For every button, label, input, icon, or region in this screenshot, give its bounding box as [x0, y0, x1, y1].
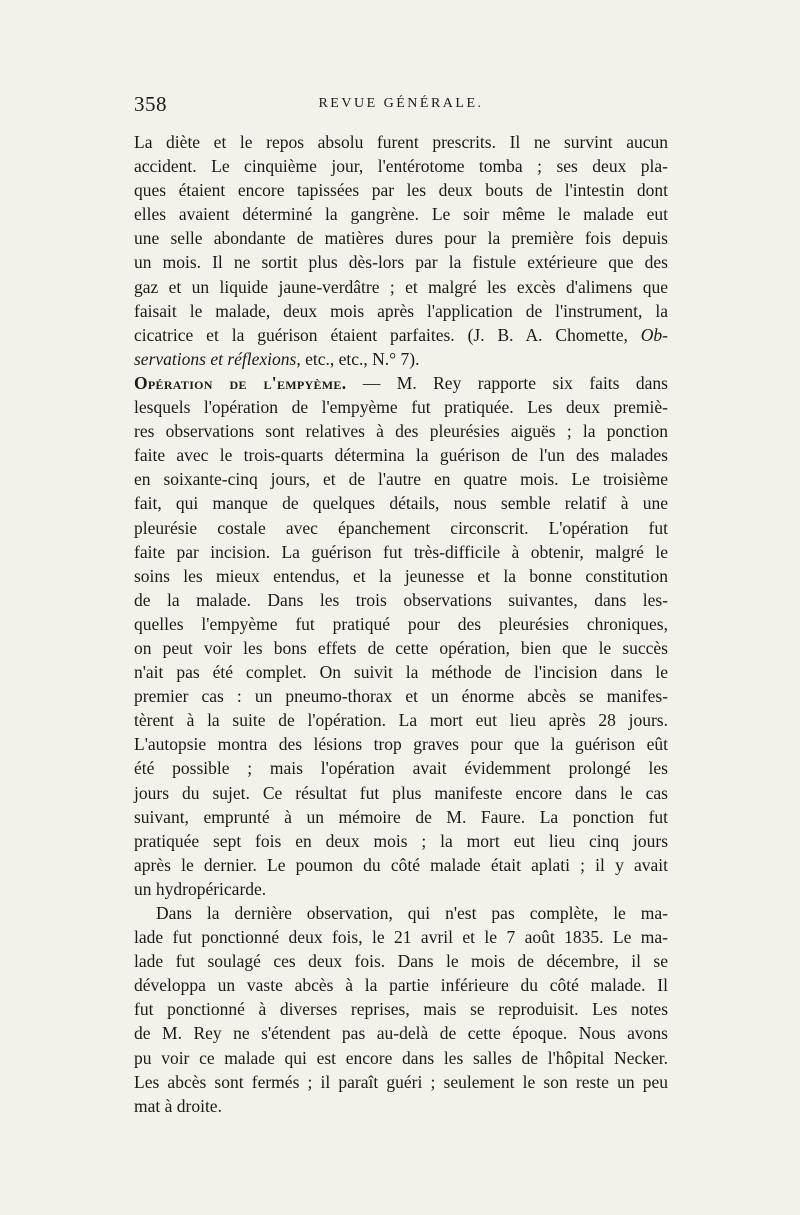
- line-text: suivant, emprunté à un mémoire de M. Faure. La ponction fut: [134, 806, 668, 827]
- line-text: lesquels l'opération de l'empyème fut pratiquée. Les deux premiè-: [134, 397, 668, 418]
- text-line: [134, 516, 668, 540]
- text-line: [134, 130, 668, 154]
- page-number: 358: [134, 92, 167, 116]
- line-text: gaz et un liquide jaune-verdâtre ; et malgré les excès d'alimens que: [134, 276, 668, 297]
- line-text: Les abcès sont fermés ; il paraît guéri ; seulement le son reste un peu: [134, 1071, 668, 1092]
- line-text: lade fut ponctionné deux fois, le 21 avril et le 7 août 1835. Le ma-: [134, 927, 668, 948]
- text-line: [134, 467, 668, 491]
- line-text: lade fut soulagé ces deux fois. Dans le mois de décembre, il se: [134, 951, 668, 972]
- text-line: [134, 732, 668, 756]
- text-line: [134, 323, 668, 347]
- line-text: res observations sont relatives à des pleurésies aiguës ; la ponction: [134, 421, 668, 442]
- text-line: [134, 226, 668, 250]
- text-line: [134, 1094, 668, 1118]
- article-text: [134, 130, 668, 1118]
- line-text: faite avec le trois-quarts détermina la guérison de l'un des malades: [134, 445, 668, 466]
- line-text: une selle abondante de matières dures pour la première fois depuis: [134, 228, 668, 249]
- italic-text: servations et réflexions: [134, 348, 297, 369]
- text-line: [134, 901, 668, 925]
- text-line: [134, 154, 668, 178]
- text-line: [134, 853, 668, 877]
- line-text: quelles l'empyème fut pratiqué pour des pleurésies chroniques,: [134, 613, 668, 634]
- text-line: [134, 178, 668, 202]
- line-text: premier cas : un pneumo-thorax et un énorme abcès se manifes-: [134, 686, 668, 707]
- text-line: [134, 805, 668, 829]
- line-text: cicatrice et la guérison étaient parfaites. (J. B. A. Chomette,: [134, 324, 641, 345]
- line-text: développa un vaste abcès à la partie inférieure du côté malade. Il: [134, 975, 668, 996]
- running-head: [134, 92, 668, 118]
- text-line: [134, 395, 668, 419]
- text-line: [134, 636, 668, 660]
- line-text: n'ait pas été complet. On suivit la méthode de l'incision dans le: [134, 662, 668, 683]
- line-text: elles avaient déterminé la gangrène. Le soir même le malade eut: [134, 204, 668, 225]
- line-text: été possible ; mais l'opération avait évidemment prolongé les: [134, 758, 668, 779]
- text-line: [134, 564, 668, 588]
- italic-text: Ob-: [640, 324, 668, 345]
- line-text: pu voir ce malade qui est encore dans les salles de l'hôpital Necker.: [134, 1047, 668, 1068]
- line-text: faisait le malade, deux mois après l'application de l'instrument, la: [134, 300, 668, 321]
- line-text: L'autopsie montra des lésions trop graves pour que la guérison eût: [134, 734, 668, 755]
- text-line: [134, 347, 668, 371]
- text-line: [134, 756, 668, 780]
- text-line: [134, 588, 668, 612]
- text-line: [134, 949, 668, 973]
- text-line: [134, 419, 668, 443]
- text-line: [134, 660, 668, 684]
- line-text: mat à droite.: [134, 1095, 222, 1116]
- line-text: fait, qui manque de quelques détails, nous semble relatif à une: [134, 493, 668, 514]
- line-text: faite par incision. La guérison fut très-difficile à obtenir, malgré le: [134, 541, 668, 562]
- line-text: soins les mieux entendus, et la jeunesse et la bonne constitution: [134, 565, 668, 586]
- line-text: pratiquée sept fois en deux mois ; la mort eut lieu cinq jours: [134, 830, 668, 851]
- line-text: , etc., etc., N.° 7).: [296, 348, 420, 369]
- text-line: [134, 491, 668, 515]
- line-text: de M. Rey ne s'étendent pas au-delà de cette époque. Nous avons: [134, 1023, 668, 1044]
- line-text: en soixante-cinq jours, et de l'autre en quatre mois. Le troisième: [134, 469, 668, 490]
- text-line: [134, 997, 668, 1021]
- text-line: [134, 829, 668, 853]
- line-text: ques étaient encore tapissées par les deux bouts de l'intestin dont: [134, 180, 668, 201]
- text-line: [134, 877, 668, 901]
- text-line: [134, 1046, 668, 1070]
- line-text: on peut voir les bons effets de cette opération, bien que le succès: [134, 637, 668, 658]
- text-line: [134, 1021, 668, 1045]
- text-line: [134, 202, 668, 226]
- text-line: [134, 708, 668, 732]
- text-line: [134, 250, 668, 274]
- line-text: après le dernier. Le poumon du côté malade était aplati ; il y avait: [134, 854, 668, 875]
- line-text: fut ponctionné à diverses reprises, mais se reproduisit. Les notes: [134, 999, 668, 1020]
- text-line: [134, 540, 668, 564]
- text-line: [134, 371, 668, 395]
- text-line: [134, 925, 668, 949]
- text-line: [134, 612, 668, 636]
- line-text: La diète et le repos absolu furent prescrits. Il ne survint aucun: [134, 132, 668, 152]
- text-line: [134, 781, 668, 805]
- text-line: [134, 973, 668, 997]
- line-text: un hydropéricarde.: [134, 878, 267, 899]
- line-text: tèrent à la suite de l'opération. La mort eut lieu après 28 jours.: [134, 710, 668, 731]
- line-text: accident. Le cinquième jour, l'entérotome tomba ; ses deux pla-: [134, 156, 668, 177]
- line-text: Dans la dernière observation, qui n'est pas complète, le ma-: [156, 903, 668, 923]
- section-heading: Opération de l'empyème.: [134, 372, 347, 393]
- line-text: un mois. Il ne sortit plus dès-lors par la fistule extérieure que des: [134, 252, 668, 273]
- text-line: [134, 443, 668, 467]
- line-text: pleurésie costale avec épanchement circonscrit. L'opération fut: [134, 517, 668, 538]
- line-text: — M. Rey rapporte six faits dans: [346, 372, 668, 393]
- line-text: jours du sujet. Ce résultat fut plus manifeste encore dans le cas: [134, 782, 668, 803]
- journal-title: REVUE GÉNÉRALE.: [318, 96, 484, 111]
- text-line: [134, 1070, 668, 1094]
- text-line: [134, 684, 668, 708]
- text-line: [134, 299, 668, 323]
- line-text: de la malade. Dans les trois observations suivantes, dans les-: [134, 589, 668, 610]
- text-line: [134, 275, 668, 299]
